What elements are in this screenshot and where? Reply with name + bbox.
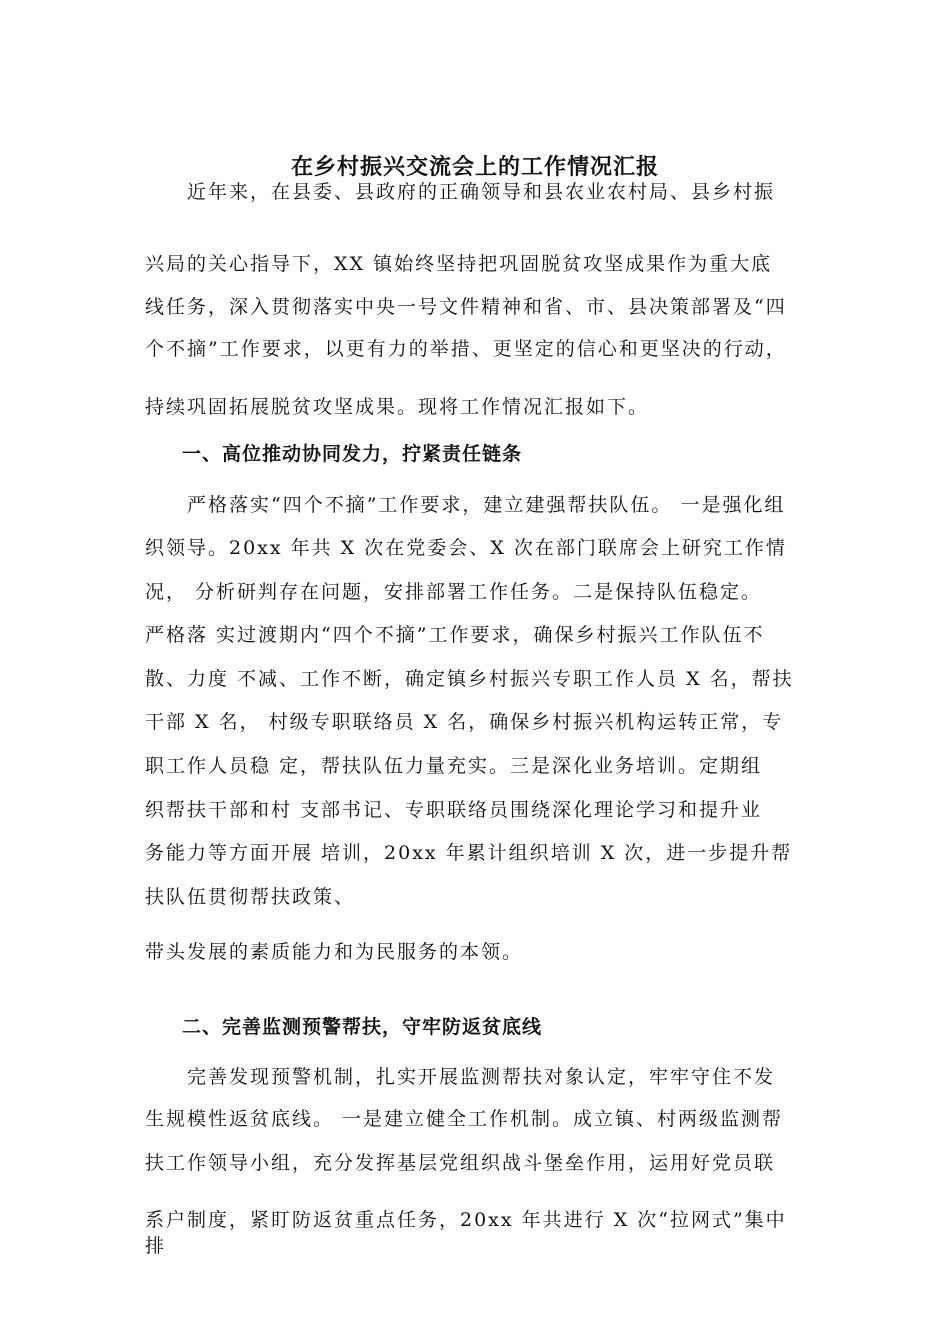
section1-line: 织帮扶干部和村 支部书记、专职联络员围绕深化理论学习和提升业	[145, 799, 763, 821]
section-heading-1: 一、高位推动协同发力，拧紧责任链条	[182, 443, 523, 465]
section2-line: 生规模性返贫底线。 一是建立健全工作机制。成立镇、村两级监测帮	[145, 1108, 784, 1130]
section1-line: 严格落 实过渡期内“四个不摘”工作要求，确保乡村振兴工作队伍不	[145, 624, 765, 646]
intro-line: 个不摘”工作要求，以更有力的举措、更坚定的信心和更坚决的行动，	[145, 338, 787, 360]
intro-line: 线任务，深入贯彻落实中央一号文件精神和省、市、县决策部署及“四	[145, 296, 787, 318]
section1-line: 带头发展的素质能力和为民服务的本领。	[145, 941, 524, 963]
section-heading-2: 二、完善监测预警帮扶，守牢防返贫底线	[182, 1016, 543, 1038]
section1-line: 扶队伍贯彻帮扶政策、	[145, 886, 356, 908]
section1-line: 务能力等方面开展 培训，20xx 年累计组织培训 X 次，进一步提升帮	[145, 842, 793, 864]
section2-line: 完善发现预警机制，扎实开展监测帮扶对象认定，牢牢守住不发	[145, 1066, 776, 1088]
section1-line: 干部 X 名， 村级专职联络员 X 名，确保乡村振兴机构运转正常，专	[145, 711, 784, 733]
section1-line: 职工作人员稳 定，帮扶队伍力量充实。三是深化业务培训。定期组	[145, 755, 763, 777]
document-title: 在乡村振兴交流会上的工作情况汇报	[290, 155, 659, 180]
section1-line: 况， 分析研判存在问题，安排部署工作任务。二是保持队伍稳定。	[145, 581, 763, 603]
section1-line: 严格落实“四个不摘”工作要求，建立建强帮扶队伍。 一是强化组	[145, 494, 786, 516]
section2-line: 系户制度，紧盯防返贫重点任务，20xx 年共进行 X 次“拉网式”集中	[145, 1209, 787, 1231]
section2-line: 排	[145, 1235, 167, 1257]
section2-line: 扶工作领导小组，充分发挥基层党组织战斗堡垒作用，运用好党员联	[145, 1152, 776, 1174]
section1-line: 织领导。20xx 年共 X 次在党委会、X 次在部门联席会上研究工作情	[145, 537, 787, 559]
intro-line: 近年来，在县委、县政府的正确领导和县农业农村局、县乡村振	[145, 181, 776, 203]
section1-line: 散、力度 不减、工作不断，确定镇乡村振兴专职工作人员 X 名，帮扶	[145, 668, 794, 690]
intro-line: 持续巩固拓展脱贫攻坚成果。现将工作情况汇报如下。	[145, 396, 650, 418]
intro-line: 兴局的关心指导下，XX 镇始终坚持把巩固脱贫攻坚成果作为重大底	[145, 253, 773, 275]
